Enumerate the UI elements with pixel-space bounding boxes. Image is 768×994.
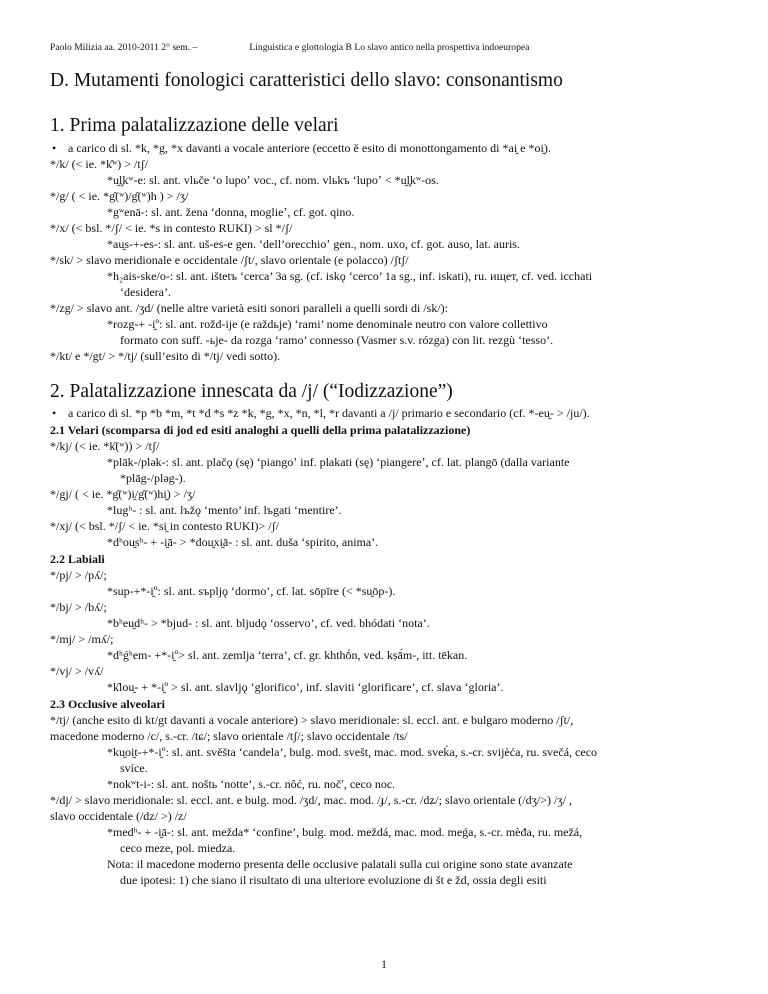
text-line: *k̑lou̯- + *-i̯º > sl. ant. slavljǫ ʻglorifico’, inf. slaviti ʻglorificare’, cf. slava ʻgloria’.: [107, 680, 504, 695]
text-line: slavo occidentale (/dz/ >) /z/: [50, 809, 187, 824]
subsection-heading: 2.3 Occlusive alveolari: [50, 697, 165, 712]
text-line: ʻdesidera’.: [120, 284, 171, 299]
text-line: formato con suff. -ьje- da rozga ʻramo’ connesso (Vasmer s.v. rózga) con lit. rezgù ʻtesso’.: [120, 332, 554, 347]
text-line: *dʰǵʰem- +*-i̯º> sl. ant. zemlja ʻterra’, cf. gr. khthṓn, ved. kṣā́m-, itt. tēkan.: [107, 648, 468, 663]
subsection-heading: 2.2 Labiali: [50, 552, 105, 567]
bullet-text: a carico di sl. *k, *g, *x davanti a vocale anteriore (eccetto ě esito di monottongamento di *ai̯ e *oi̯).: [68, 140, 551, 155]
text-line: *rozg-+ -i̯º: sl. ant. rožd-ije (e raždьje) ʻrami’ nome denominale neutro con valore collettivo: [107, 316, 548, 331]
text-line: */gj/ ( < ie. *g̑(ʷ)i̯/g̑(ʷ)hi̯) > /ʒ/: [50, 487, 196, 502]
text-line: */xj/ (< bsl. */ʃ/ < ie. *si̯ in contesto RUKI)> /ʃ/: [50, 519, 279, 534]
text-line: [50, 140, 730, 156]
text-line: */mj/ > /mʎ/;: [50, 632, 114, 647]
text-line: svíce.: [120, 761, 148, 776]
section-2-body: [50, 405, 730, 888]
text-line: */g/ ( < ie. *g̑(ʷ)/g̑(ʷ)h ) > /ʒ/: [50, 188, 189, 203]
text-line: *plāg-/plǝg-).: [120, 471, 186, 486]
text-line: */kt/ e */gt/ > */tj/ (sull’esito di */tj/ vedi sotto).: [50, 348, 281, 363]
page-number: 1: [381, 957, 387, 971]
section-1-heading: 1. Prima palatalizzazione delle velari: [50, 115, 339, 137]
text-line: *bʰeu̯dʰ- > *bjud- : sl. ant. bljudǫ ʻosservo’, cf. ved. bhódati ʻnota’.: [107, 616, 430, 631]
text-line: */x/ (< bsl. */ʃ/ < ie. *s in contesto RUKI) > sl */ʃ/: [50, 220, 293, 235]
text-line: *h₂ais-ske/o-: sl. ant. ištetъ ʻcerca’ 3a sg. (cf. iskǫ ʻcerco’ 1a sg., inf. iskati), ru. ищет, cf. ved. icchati: [107, 268, 593, 283]
header-course: Linguistica e glottologia B Lo slavo antico nella prospettiva indoeuropea: [249, 42, 530, 53]
text-line: *u̯l̥kʷ-e: sl. ant. vlьče ʻo lupoʼ voc., cf. nom. vlьkъ ʻlupoʼ < *u̯l̥kʷ-os.: [107, 172, 439, 187]
text-line: due ipotesi: 1) che siano il risultato di una ulteriore evoluzione di št e žd, ossia degli esiti: [120, 873, 547, 888]
document-title: D. Mutamenti fonologici caratteristici dello slavo: consonantismo: [50, 70, 563, 91]
header-author: Paolo Milizia aa. 2010-2011 2° sem. –: [50, 42, 198, 53]
text-line: Nota: il macedone moderno presenta delle occlusive palatali sulla cui origine sono state avanzate: [107, 857, 573, 872]
bullet-icon: •: [52, 140, 57, 155]
text-line: */kj/ (< ie. *k̑(ʷ)) > /tʃ/: [50, 439, 160, 454]
text-line: */tj/ (anche esito di kt/gt davanti a vocale anteriore) > slavo meridionale: sl. eccl. ant. e bulgaro moderno /ʃt/,: [50, 713, 574, 728]
text-line: *dʰou̯sʰ- + -i̯ā- > *dou̯xi̯ā- : sl. ant. duša ʻspirito, anima’.: [107, 535, 379, 550]
text-line: */bj/ > /bʎ/;: [50, 600, 107, 615]
bullet-text: a carico di sl. *p *b *m, *t *d *s *z *k, *g, *x, *n, *l, *r davanti a /j/ primario e secondario (cf. *-eu̯- > /ju/).: [68, 406, 590, 421]
text-line: */sk/ > slavo meridionale e occidentale /ʃt/, slavo orientale (e polacco) /ʃtʃ/: [50, 252, 409, 267]
text-line: *medʰ- + -i̯ā-: sl. ant. mežda* ʻconfine’, bulg. mod. meždá, mac. mod. meǵa, s.-cr. mèđa, ru. mežá,: [107, 825, 583, 840]
bullet-icon: •: [52, 406, 57, 421]
text-line: */dj/ > slavo meridionale: sl. eccl. ant. e bulg. mod. /ʒd/, mac. mod. /ɟ/, s.-cr. /dʑ/; slavo orientale (/dʒ/>) /ʒ/ ,: [50, 793, 573, 808]
text-line: */zg/ > slavo ant. /ʒd/ (nelle altre varietà esiti sonori paralleli a quelli sordi di /sk/):: [50, 300, 448, 315]
text-line: [50, 405, 730, 421]
text-line: *gʷenā-: sl. ant. žena ʻdonna, moglieʼ, cf. got. qino.: [107, 204, 355, 219]
text-line: */pj/ > /pʎ/;: [50, 568, 107, 583]
document-body: [50, 70, 730, 888]
page-header: [50, 42, 728, 53]
text-line: *lugʰ- : sl. ant. lъžǫ ʻmento’ inf. lъgati ʻmentire’.: [107, 503, 342, 518]
text-line: *au̯s-+-es-: sl. ant. uš-es-e gen. ʻdell’orecchioʼ gen., nom. uxo, cf. got. auso, lat. auris.: [107, 236, 520, 251]
text-line: *sup-+*-i̯º: sl. ant. sъpljǫ ʻdormo’, cf. lat. sōpīre (< *su̯ōp-).: [107, 584, 396, 599]
text-line: ceco meze, pol. miedza.: [120, 841, 236, 856]
text-line: *plāk-/plǝk-: sl. ant. plačǫ (sę) ʻpiangoʼ inf. plakati (sę) ʻpiangereʼ, cf. lat. plangō (dalla variante: [107, 455, 570, 470]
section-2-heading: 2. Palatalizzazione innescata da /j/ (“Iodizzazione”): [50, 380, 453, 402]
text-line: macedone moderno /c/, s.-cr. /tɕ/; slavo orientale /tʃ/; slavo occidentale /ts/: [50, 729, 408, 744]
subsection-heading: 2.1 Velari (scomparsa di jod ed esiti analoghi a quelli della prima palatalizzazione): [50, 423, 471, 438]
section-1-body: [50, 140, 730, 364]
text-line: */vj/ > /vʎ/: [50, 664, 104, 679]
text-line: *nokʷt-i-: sl. ant. noštь ʻnotte’, s.-cr. nȏć, ru. nočʹ, ceco noc.: [107, 777, 396, 792]
text-line: */k/ (< ie. *k̑ʷ) > /tʃ/: [50, 156, 148, 171]
text-line: *ku̯oi̯t-+*-i̯º: sl. ant. svěšta ʻcandela’, bulg. mod. svešt, mac. mod. sveḱa, s.-cr. svijèća, ru. svečá, ceco: [107, 745, 598, 760]
